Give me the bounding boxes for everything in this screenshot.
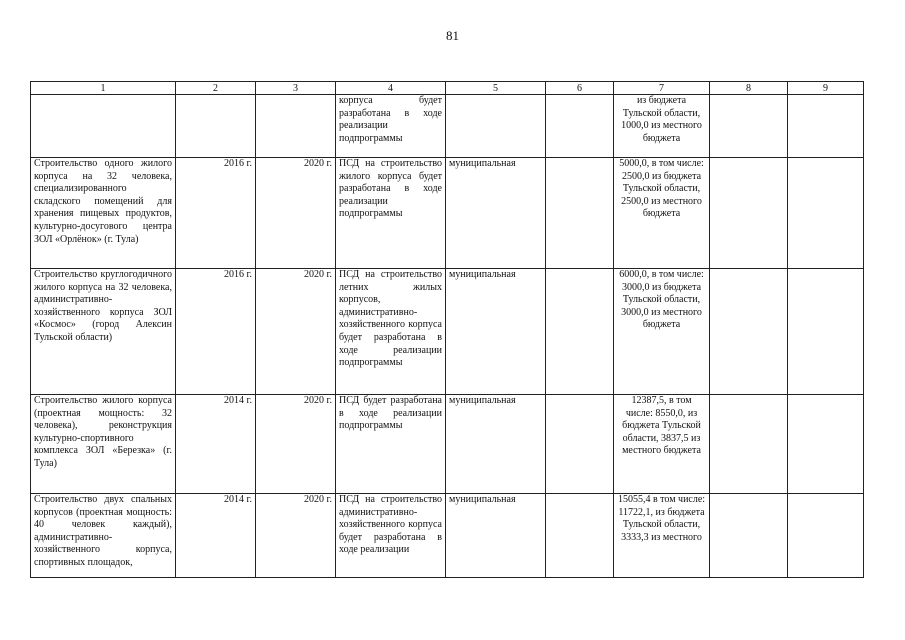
end-year-cell: 2020 г. [256,494,336,578]
start-year-cell: 2014 г. [176,395,256,494]
object-name-cell: Строительство жилого корпуса (проектная мощность: 32 человека), реконструкция культурно-спортивного комплекса ЗОЛ «Березка» (г. Тула) [31,395,176,494]
col6-cell [546,269,614,395]
start-year-cell [176,95,256,158]
col6-cell [546,158,614,269]
page-number: 81 [446,28,459,43]
header-col-6: 6 [546,82,614,95]
table-row [31,95,864,158]
col9-cell [788,269,864,395]
table-row [31,395,864,494]
object-name-cell: Строительство одного жилого корпуса на 32 человека, специализированного складского помещений для хранения пищевых продуктов, культурно-досугового центра ЗОЛ «Орлёнок» (г. Тула) [31,158,176,269]
header-row [31,82,864,95]
col6-cell [546,494,614,578]
start-year-cell: 2016 г. [176,269,256,395]
header-col-8: 8 [710,82,788,95]
col8-cell [710,494,788,578]
end-year-cell: 2020 г. [256,269,336,395]
design-docs-cell: корпуса будет разработана в ходе реализации подпрограммы [336,95,446,158]
funding-cell: 12387,5, в том числе: 8550,0, из бюджета Тульской области, 3837,5 из местного бюджета [614,395,710,494]
end-year-cell: 2020 г. [256,395,336,494]
funding-cell: 5000,0, в том числе: 2500,0 из бюджета Тульской области, 2500,0 из местного бюджета [614,158,710,269]
program-table [30,81,864,578]
header-col-9: 9 [788,82,864,95]
header-col-7: 7 [614,82,710,95]
header-col-2: 2 [176,82,256,95]
design-docs-cell: ПСД будет разработана в ходе реализации подпрограммы [336,395,446,494]
ownership-cell: муниципальная [446,494,546,578]
header-col-1: 1 [31,82,176,95]
object-name-cell: Строительство двух спальных корпусов (проектная мощность: 40 человек каждый), административно-хозяйственного корпуса, спортивных площадок, [31,494,176,578]
funding-cell: из бюджета Тульской области, 1000,0 из местного бюджета [614,95,710,158]
col8-cell [710,158,788,269]
col9-cell [788,395,864,494]
header-col-4: 4 [336,82,446,95]
col9-cell [788,494,864,578]
design-docs-cell: ПСД на строительство летних жилых корпусов, административно-хозяйственного корпуса будет разработана в ходе реализации подпрограммы [336,269,446,395]
design-docs-cell: ПСД на строительство жилого корпуса будет разработана в ходе реализации подпрограммы [336,158,446,269]
ownership-cell: муниципальная [446,269,546,395]
end-year-cell: 2020 г. [256,158,336,269]
object-name-cell: Строительство круглогодичного жилого корпуса на 32 человека, административно-хозяйственного корпуса ЗОЛ «Космос» (город Алексин Тульской области) [31,269,176,395]
ownership-cell [446,95,546,158]
table-row [31,269,864,395]
ownership-cell: муниципальная [446,158,546,269]
header-col-3: 3 [256,82,336,95]
col8-cell [710,395,788,494]
end-year-cell [256,95,336,158]
col8-cell [710,269,788,395]
funding-cell: 6000,0, в том числе: 3000,0 из бюджета Тульской области, 3000,0 из местного бюджета [614,269,710,395]
col9-cell [788,95,864,158]
start-year-cell: 2016 г. [176,158,256,269]
col6-cell [546,95,614,158]
design-docs-cell: ПСД на строительство административно-хозяйственного корпуса будет разработана в ходе реализации [336,494,446,578]
col9-cell [788,158,864,269]
funding-cell: 15055,4 в том числе: 11722,1, из бюджета Тульской области, 3333,3 из местного [614,494,710,578]
col8-cell [710,95,788,158]
table-row [31,494,864,578]
start-year-cell: 2014 г. [176,494,256,578]
col6-cell [546,395,614,494]
table-row [31,158,864,269]
header-col-5: 5 [446,82,546,95]
ownership-cell: муниципальная [446,395,546,494]
object-name-cell [31,95,176,158]
